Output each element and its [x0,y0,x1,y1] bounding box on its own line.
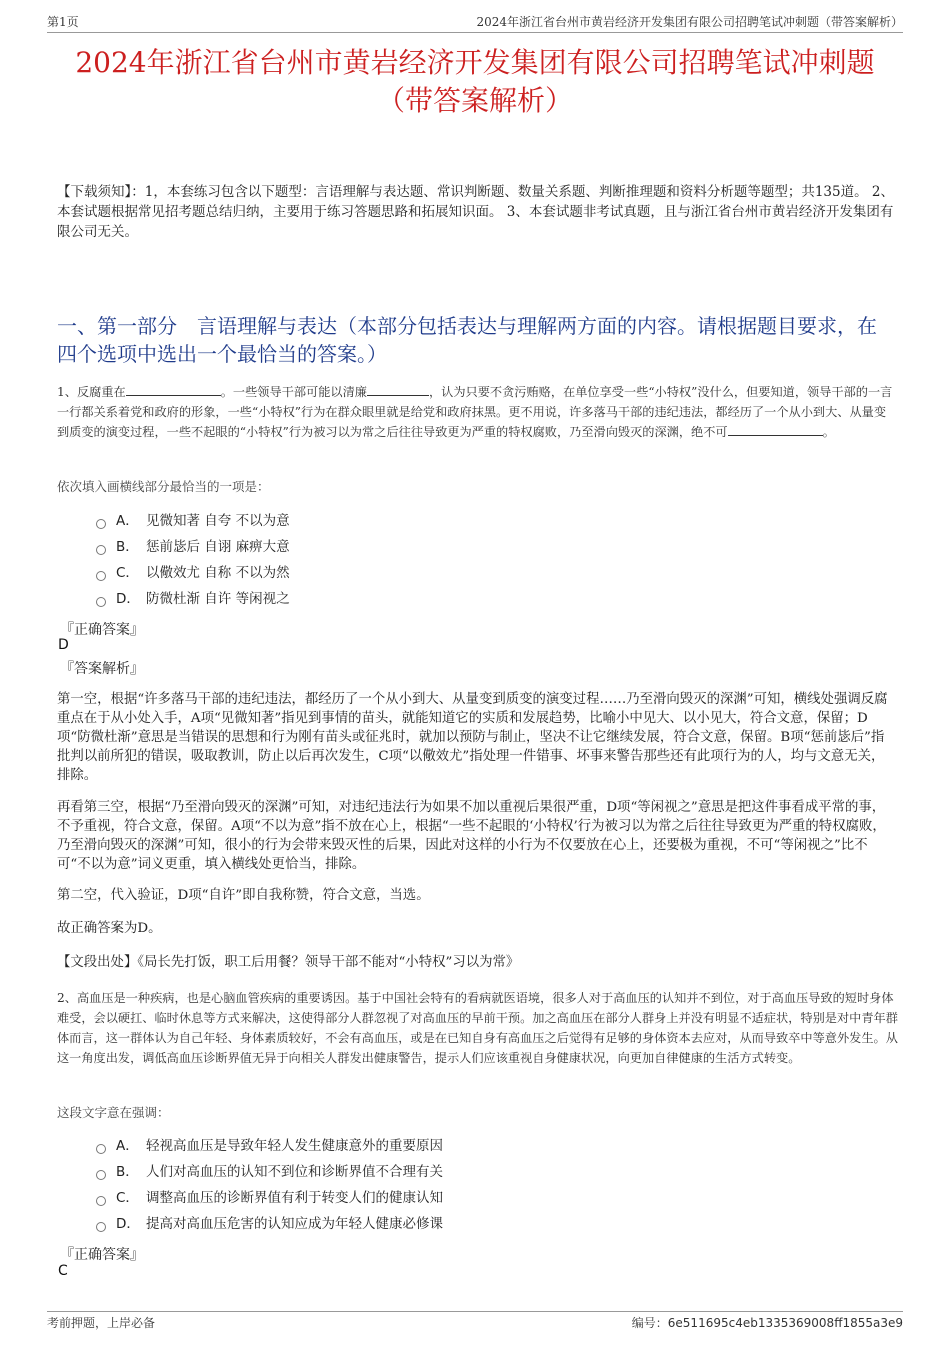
page-title: 2024年浙江省台州市黄岩经济开发集团有限公司招聘笔试冲刺题（带答案解析） [75,46,875,117]
q1-option-b[interactable]: B． 惩前毖后 自诩 麻痹大意 [96,536,290,558]
answer-value: D [58,637,69,653]
header-divider [47,32,903,33]
page-number: 第1页 [47,15,79,29]
analysis-paragraph: 第一空，根据“许多落马干部的违纪违法，都经历了一个从小到大、从量变到质变的演变过程……乃至滑向毁灭的深渊”可知，横线处强调反腐重点在于从小处入手，A项“见微知著”指见到事情的苗头，就能知道它的实质和发展趋势，比喻小中见大、以小见大，符合文意，保留；D项“防微杜渐”意思是当错误的思想和行为刚有苗头或征兆时，就加以预防与制止，坚决不让它继续发展，符合文意，保留。B项“惩前毖后”指批判以前所犯的错误，吸取教训，防止以后再次发生，C项“以儆效尤”指处理一件错事、坏事来警告那些还有此项行为的人，均与文意无关，排除。 [57,692,888,783]
document-code: 编号：6e511695c4eb1335369008ff1855a3e9 [631,1316,903,1330]
q2-option-b[interactable]: B． 人们对高血压的认知不到位和诊断界值不合理有关 [96,1161,443,1183]
q1-option-a[interactable]: A． 见微知著 自夸 不以为意 [96,510,290,532]
analysis-paragraph: 第二空，代入验证，D项“自许”即自我称赞，符合文意，当选。 [57,888,430,903]
question-1-prompt: 依次填入画横线部分最恰当的一项是： [57,479,270,494]
question-2-text: 2、高血压是一种疾病，也是心脑血管疾病的重要诱因。基于中国社会特有的看病就医语境，很多人对于高血压的认知并不到位，对于高血压导致的短时身体难受，会以硬扛、临时休息等方式来解决，这使得部分人群忽视了对高血压的早前干预。加之高血压在部分人群身上并没有明显不适症状，特别是对中青年群体而言，这一群体认为自己年轻、身体素质较好，不会有高血压，或是在已知自身有高血压之后觉得有足够的身体资本去应对，从而导致卒中等意外发生。从这一角度出发，调低高血压诊断界值无异于向相关人群发出健康警告，提示人们应该重视自身健康状况，向更加自律健康的生活方式转变。 [57,991,898,1065]
radio-icon[interactable] [96,1170,106,1180]
radio-icon[interactable] [96,1222,106,1232]
question-2-prompt: 这段文字意在强调： [57,1105,170,1120]
source-citation: 【文段出处】《局长先打饭，职工后用餐？领导干部不能对“小特权”习以为常》 [57,955,520,970]
question-1-text: 1、反腐重在 。一些领导干部可能以清廉 ，认为只要不贪污贿赂，在单位享受一些“小特权”没什么，但要知道，领导干部的一言一行都关系着党和政府的形象，一些“小特权”行为在群众眼里就是给党和政府抹黑。更不用说，许多落马干部的违纪违法，都经历了一个从小到大、从量变到质变的演变过程，一些不起眼的“小特权”行为被习以为常之后往往导致更为严重的特权腐败，乃至滑向毁灭的深渊，绝不可 。 [57,385,893,439]
answer-label: 『正确答案』 [60,622,144,638]
radio-icon[interactable] [96,1196,106,1206]
blank-3 [728,423,823,436]
analysis-label: 『答案解析』 [60,661,144,677]
radio-icon[interactable] [96,571,106,581]
q2-option-c[interactable]: C． 调整高血压的诊断界值有利于转变人们的健康认知 [96,1187,443,1209]
q1-option-d[interactable]: D． 防微杜渐 自许 等闲视之 [96,588,290,610]
q2-option-a[interactable]: A． 轻视高血压是导致年轻人发生健康意外的重要原因 [96,1135,443,1157]
header-doc-title: 2024年浙江省台州市黄岩经济开发集团有限公司招聘笔试冲刺题（带答案解析） [476,15,903,29]
radio-icon[interactable] [96,1144,106,1154]
page-header [47,13,903,33]
answer-value: C [58,1263,68,1279]
blank-2 [367,383,429,396]
footer-divider [47,1311,903,1312]
q2-option-d[interactable]: D． 提高对高血压危害的认知应成为年轻人健康必修课 [96,1213,443,1235]
radio-icon[interactable] [96,545,106,555]
download-notice: 【下载须知】：1，本套练习包含以下题型：言语理解与表达题、常识判断题、数量关系题、判断推理题和资料分析题等题型；共135道。 2、本套试题根据常见招考题总结归纳，主要用于练习答题思路和拓展知识面。 3、本套试题非考试真题，且与浙江省台州市黄岩经济开发集团有限公司无关。 [57,184,894,240]
analysis-paragraph: 再看第三空，根据“乃至滑向毁灭的深渊”可知，对违纪违法行为如果不加以重视后果很严重，D项“等闲视之”意思是把这件事看成平常的事，不予重视，符合文意，保留。A项“不以为意”指不放在心上，根据“一些不起眼的‘小特权’行为被习以为常之后往往导致更为严重的特权腐败，乃至滑向毁灭的深渊”可知，很小的行为会带来毁灭性的后果，因此对这样的小行为不仅要放在心上，还要极为重视，不可“等闲视之”比不可“不以为意”词义更重，填入横线处更恰当，排除。 [57,800,886,872]
q1-option-c[interactable]: C． 以儆效尤 自称 不以为然 [96,562,290,584]
footer-slogan: 考前押题，上岸必备 [47,1316,156,1330]
analysis-paragraph: 故正确答案为D。 [57,921,162,936]
radio-icon[interactable] [96,519,106,529]
blank-1 [126,383,221,396]
radio-icon[interactable] [96,597,106,607]
answer-label: 『正确答案』 [60,1247,144,1263]
section-heading: 一、第一部分 言语理解与表达（本部分包括表达与理解两方面的内容。请根据题目要求，在四个选项中选出一个最恰当的答案。） [57,314,877,366]
